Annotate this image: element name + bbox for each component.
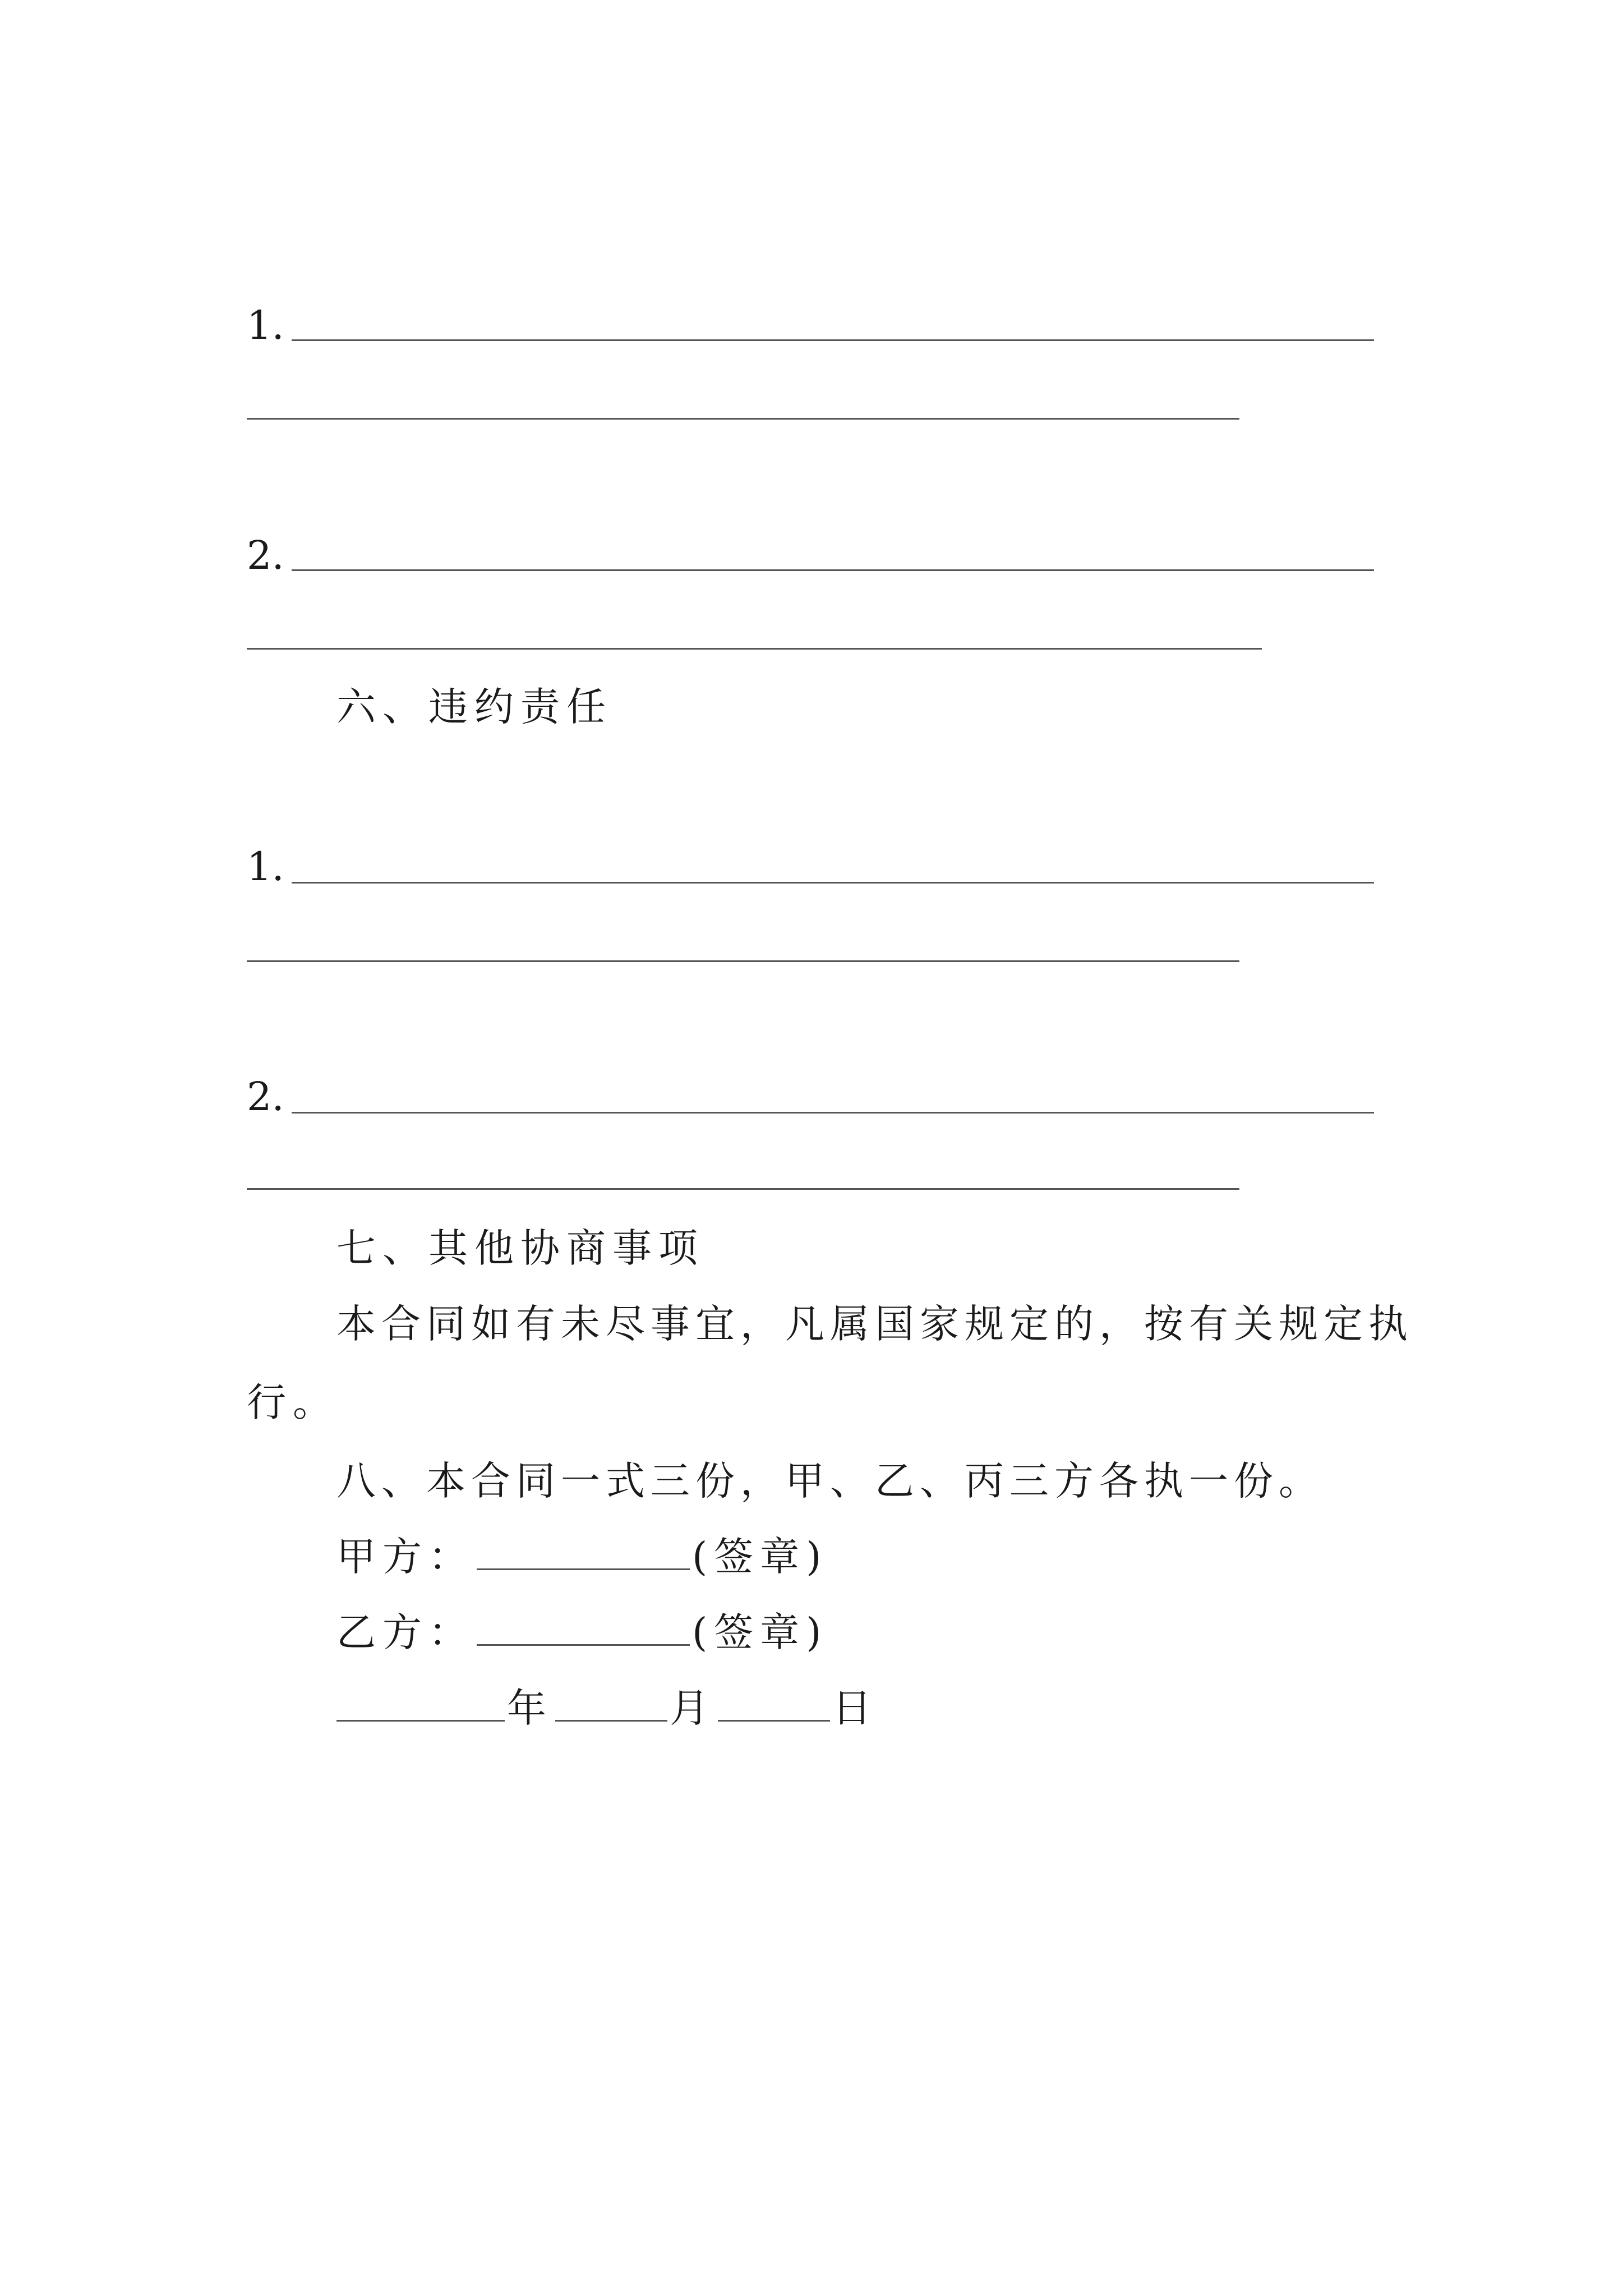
s6-item1-number: 1. [247,844,284,890]
party-a-signature-row [336,1529,828,1585]
s5-item2-blank-line2 [247,648,1262,650]
s6-item1-blank-line2 [247,960,1239,962]
month-blank[interactable] [555,1684,667,1722]
party-b-seal: (签章) [692,1609,828,1655]
section7-paragraph-line1: 本合同如有未尽事宜，凡属国家规定的，按有关规定执 [336,1301,1413,1347]
s6-item2-blank-line2 [247,1188,1239,1190]
party-b-signature-row [336,1604,828,1660]
party-a-seal: (签章) [692,1534,828,1580]
day-label: 日 [832,1685,878,1731]
date-row [336,1680,878,1736]
party-a-label: 甲方： [336,1534,474,1580]
year-label: 年 [507,1685,553,1731]
s6-item2-number: 2. [247,1074,284,1120]
s5-item2-number: 2. [247,532,284,578]
s6-item1-blank-line1 [292,882,1374,884]
section7-paragraph-line2: 行。 [247,1379,339,1425]
day-blank[interactable] [718,1684,830,1722]
year-blank[interactable] [336,1684,505,1722]
s6-item2-blank-line1 [292,1112,1374,1114]
party-b-signature-blank[interactable] [477,1608,690,1646]
section8-text: 八、本合同一式三份，甲、乙、丙三方各执一份。 [336,1458,1324,1504]
s5-item1-blank-line2 [247,418,1239,420]
s5-item1-number: 1. [247,302,284,348]
s5-item2-blank-line1 [292,569,1374,571]
s5-item1-blank-line1 [292,339,1374,341]
party-b-label: 乙方： [336,1609,474,1655]
section6-heading: 六、违约责任 [336,684,612,730]
section7-heading: 七、其他协商事项 [336,1225,704,1271]
month-label: 月 [670,1685,716,1731]
party-a-signature-blank[interactable] [477,1533,690,1570]
